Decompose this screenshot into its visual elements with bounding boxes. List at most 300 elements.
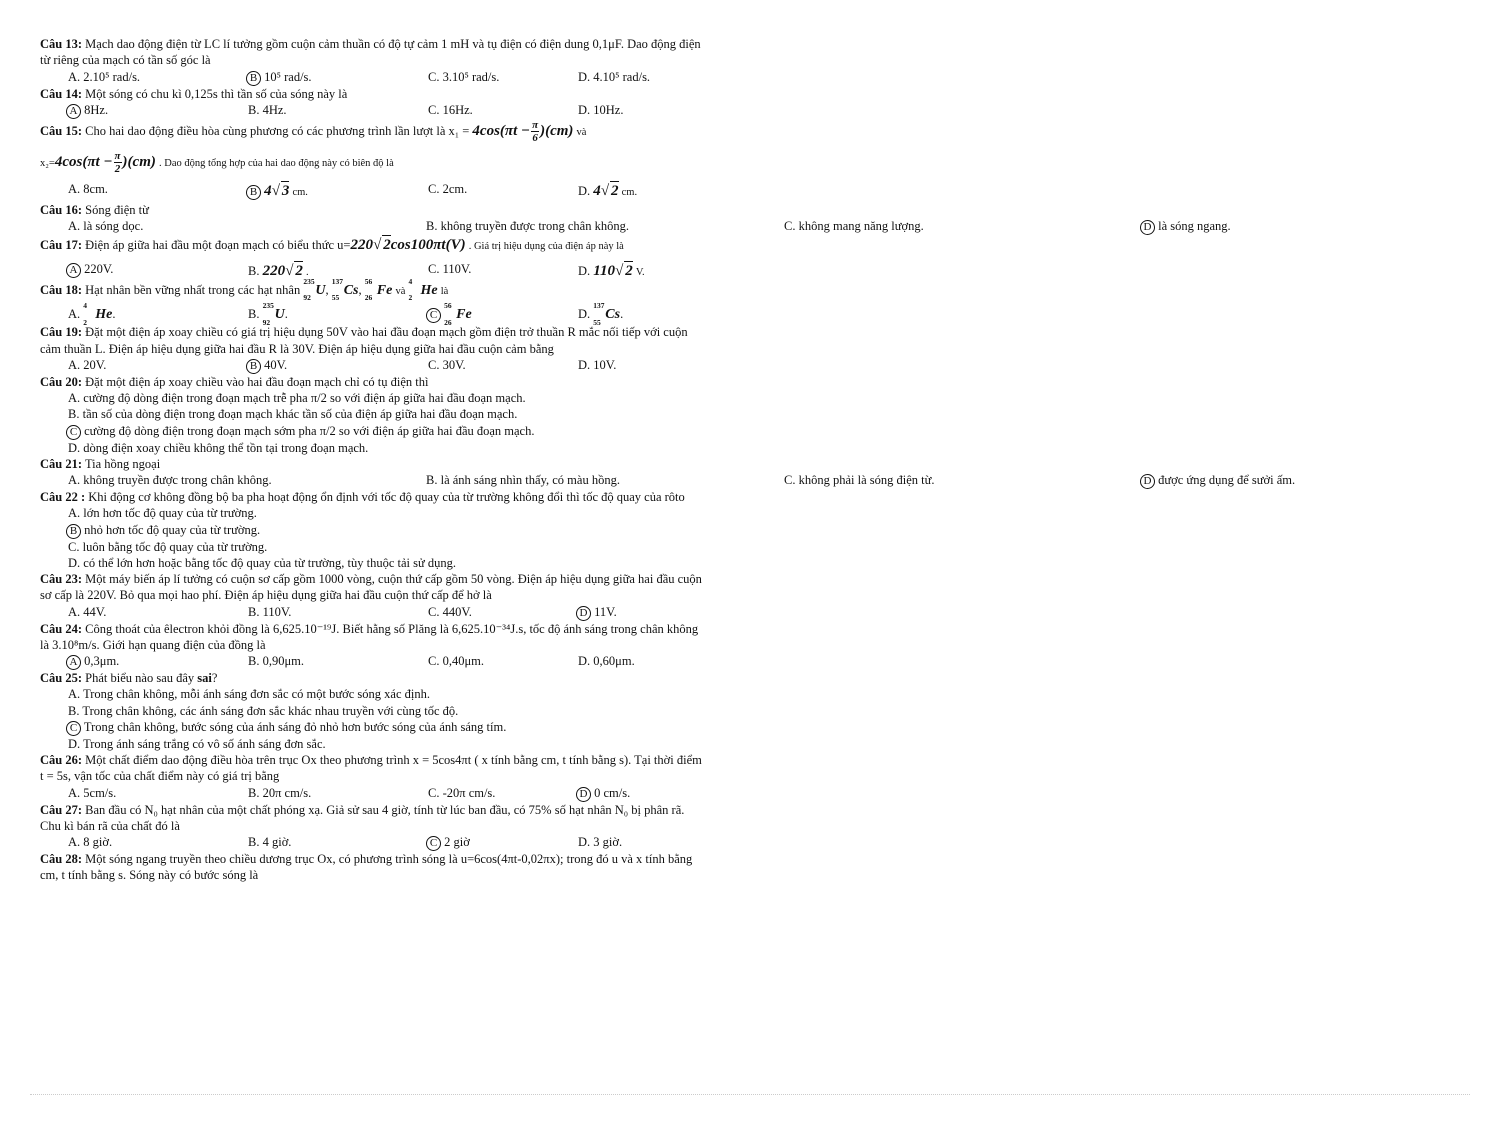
question-number: Câu 19: [40,325,83,340]
radicand: 2 [624,261,633,282]
atomic-number: 2 [83,317,88,327]
atomic-number: 26 [364,293,373,303]
answer-option[interactable] [248,69,428,86]
option-letter: C. [784,473,796,488]
question-number: Câu 24: [40,621,83,636]
question-q14 [40,86,708,119]
radical-coefficient: 4 [593,183,601,200]
question-text: Khi động cơ không đồng bộ ba pha hoạt động ổn định với tốc độ quay của từ trường không đổi thì tốc độ quay của rôto [88,490,685,505]
question-q18 [40,276,708,327]
option-letter: D. [578,264,591,279]
question-number: Câu 13: [40,37,83,51]
element-symbol: Fe [456,307,472,323]
answer-option[interactable] [578,181,758,202]
answer-options [40,505,708,571]
answer-option[interactable] [578,785,758,802]
answer-option[interactable] [578,653,758,670]
option-text: nhỏ hơn tốc độ quay của từ trường. [84,522,261,537]
answer-options [40,390,708,456]
fraction [531,119,539,144]
answer-option[interactable] [248,357,428,374]
option-text: 4 giờ. [262,835,292,850]
answer-option[interactable] [68,440,708,456]
emphasis-word: sai [197,671,212,686]
question-stem-line2 [40,150,708,175]
question-text: Hạt nhân bền vững nhất trong các hạt nhân [85,282,301,297]
question-number: Câu 17: [40,237,83,252]
answer-options [40,686,708,752]
selected-answer-letter: D [1140,220,1155,235]
radical-coefficient: 110 [593,263,615,280]
answer-option[interactable] [248,785,428,802]
option-letter: B. [248,604,260,619]
answer-option[interactable] [428,261,578,282]
option-text: 30V. [442,357,466,372]
option-text: 0,90μm. [262,654,305,669]
element-symbol: Cs [605,307,621,323]
answer-option[interactable] [248,181,428,202]
question-text: Mạch dao động điện từ LC lí tưởng gồm cuộn cảm thuần có độ tự cảm 1 mH và tụ điện có điện dung 0,1μF. Dao động điện từ riêng của mạch có tần số góc là [40,37,701,68]
question-number: Câu 20: [40,374,83,389]
question-text: Phát biểu nào sau đây [85,671,195,686]
option-text: 2.10⁵ rad/s. [83,69,141,84]
mass-number: 137 [593,301,605,311]
answer-options [40,357,708,374]
question-stem [40,752,708,785]
option-text: không truyền được trong chân không. [440,218,629,233]
option-letter: B. [426,218,438,233]
nuclide-symbol [444,301,472,327]
answer-option[interactable] [68,522,708,539]
option-text: tần số của dòng điện trong đoạn mạch khác tần số của điện áp giữa hai đầu đoạn mạch. [82,407,518,422]
option-text: 0,40μm. [442,654,485,669]
question-tail: là [440,285,449,297]
selected-answer-letter: D [576,787,591,802]
answer-option[interactable] [1142,218,1500,235]
question-stem [40,851,708,884]
question-stem [40,36,708,69]
answer-option[interactable] [68,261,248,282]
option-letter: D. [578,102,591,117]
answer-options [40,472,1296,489]
question-number: Câu 22 : [40,490,86,505]
selected-answer-letter: D [1140,474,1155,489]
question-q22 [40,489,708,571]
question-number: Câu 14: [40,86,83,101]
option-text: 10Hz. [593,102,624,117]
question-q17 [40,235,708,282]
option-text: 220V. [84,262,114,277]
question-number: Câu 23: [40,572,83,587]
selected-answer-letter: C [426,836,441,851]
question-stem [40,235,708,256]
option-letter: A. [68,473,81,488]
option-text: -20π cm/s. [442,785,496,800]
option-letter: B. [248,654,260,669]
answer-options [40,102,708,119]
question-q28 [40,851,708,884]
radical-coefficient: 4 [264,183,272,200]
answer-option[interactable] [248,653,428,670]
option-text: không truyền được trong chân không. [83,473,272,488]
answer-option[interactable] [578,69,758,86]
option-text: . [284,307,288,322]
answer-option[interactable] [428,102,578,119]
answer-option[interactable] [428,357,578,374]
answer-option[interactable] [1142,472,1500,489]
option-letter: B. [248,102,260,117]
answer-option[interactable] [248,604,428,621]
answer-option[interactable] [68,736,708,752]
atomic-number: 55 [593,317,601,327]
option-letter: C. [428,654,440,669]
question-text: Một chất điểm dao động điều hòa trên trục Ox theo phương trình x = 5cos4πt ( x tính bằng cm, t tính bằng s). Tại thời điểm t = 5s, vận tốc của chất điểm này có giá trị bằng [40,753,702,784]
question-tail: . Giá trị hiệu dụng của điện áp này là [468,240,624,252]
answer-option[interactable] [428,834,578,851]
atomic-number: 92 [262,317,271,327]
option-text: 110V. [262,604,292,619]
option-letter: D. [68,555,81,570]
option-text: 440V. [442,604,472,619]
nuclide-symbol [83,301,113,327]
answer-option[interactable] [68,604,248,621]
conjunction: và [576,126,587,138]
question-q16 [40,202,1231,235]
atomic-number: 92 [303,293,311,303]
question-number: Câu 28: [40,852,83,867]
option-letter: C. [428,604,440,619]
nuclide-symbol [364,276,393,303]
answer-option[interactable] [578,604,758,621]
question-q23 [40,571,708,621]
option-text: 20π cm/s. [262,785,312,800]
question-stem [40,202,708,218]
option-text: . [112,307,116,322]
option-text: cm. [292,187,308,199]
answer-option[interactable] [248,301,428,327]
option-text: dòng điện xoay chiều không thể tồn tại trong đoạn mạch. [83,440,369,455]
option-text: . [305,267,309,279]
selected-answer-letter: C [66,721,81,736]
answer-option[interactable] [68,423,708,440]
question-stem [40,324,708,357]
question-text: Cho hai dao động điều hòa cùng phương có các phương trình lần lượt là x₁ = [85,123,470,138]
option-text: 40V. [264,357,288,372]
mass-number: 235 [262,301,274,311]
question-q15 [40,119,708,202]
option-text: . [620,307,624,322]
option-letter: A. [68,785,81,800]
element-symbol: Fe [376,282,393,298]
equation-x1: 4cos(πt − $\frac{\pi}{6}$ )(cm) [472,118,574,144]
option-text: 11V. [594,604,617,619]
answer-option[interactable] [578,301,758,327]
answer-options [40,834,708,851]
question-stem [40,119,708,175]
answer-option[interactable] [428,69,578,86]
question-number: Câu 27: [40,802,83,817]
x2-label: x₂= [40,157,55,169]
answer-option[interactable] [428,653,578,670]
option-text: Trong ánh sáng trắng có vô số ánh sáng đơn sắc. [83,736,326,751]
question-text: Sóng điện từ [85,202,149,217]
answer-option[interactable] [68,390,708,406]
element-symbol: U [274,307,285,323]
question-number: Câu 25: [40,671,83,686]
answer-option[interactable] [428,181,578,202]
equation-x2: 4cos(πt − $\frac{\pi}{2}$ )(cm) [54,149,156,176]
answer-option[interactable] [68,539,708,555]
option-text: 8cm. [83,182,108,197]
option-text: cường độ dòng điện trong đoạn mạch sớm pha π/2 so với điện áp giữa hai đầu đoạn mạch. [84,423,535,438]
fraction [114,150,122,175]
answer-options [40,604,708,621]
option-text: 10⁵ rad/s. [264,69,312,84]
option-letter: A. [68,687,81,702]
option-letter: D. [578,835,591,850]
question-number: Câu 18: [40,282,83,297]
option-text: 10V. [593,357,617,372]
radical-expression: 110√ 2 [593,263,632,279]
radical-coefficient: 220 [350,236,373,253]
nuclide-symbol [262,301,285,327]
selected-answer-letter: B [66,524,81,539]
option-text: 4Hz. [262,102,287,117]
answer-option[interactable] [578,834,758,851]
answer-option[interactable] [68,301,248,327]
option-text: là ánh sáng nhìn thấy, có màu hồng. [440,473,620,488]
option-letter: A. [68,604,81,619]
mass-number: 4 [408,276,413,286]
answer-option[interactable] [68,69,248,86]
question-stem [40,621,708,654]
element-symbol: He [420,282,438,298]
question-text: Một sóng ngang truyền theo chiều dương trục Ox, có phương trình sóng là u=6cos(4πt-0,02πx); trong đó u và x tính bằng cm, t tính bằng s. Sóng này có bước sóng là [40,852,693,883]
mass-number: 4 [83,301,88,311]
option-letter: A. [68,506,81,521]
answer-option[interactable] [428,785,578,802]
selected-answer-letter: D [576,606,591,621]
answer-option[interactable] [428,604,578,621]
answer-option[interactable] [68,719,708,736]
question-q26 [40,752,708,802]
question-stem [40,489,708,505]
radicand: 2 [382,235,391,256]
option-text: là sóng ngang. [1158,218,1231,233]
option-letter: D. [68,736,81,751]
option-letter: B. [68,703,80,718]
answer-option[interactable] [68,703,708,719]
fraction-denominator: 2 [114,163,121,176]
answer-options [40,218,1231,235]
option-text: được ứng dụng để sưởi ấm. [1158,473,1296,488]
question-q19 [40,324,708,374]
answer-options [40,261,708,282]
answer-option[interactable] [68,102,248,119]
fraction-denominator: 6 [532,131,538,144]
option-text: là sóng dọc. [83,218,144,233]
answer-option[interactable] [248,834,428,851]
mass-number: 56 [444,301,452,311]
option-letter: B. [426,473,438,488]
option-text: 0,3μm. [84,654,120,669]
option-letter: B. [248,307,260,322]
mass-number: 56 [364,276,373,286]
option-letter: B. [68,407,80,422]
selected-answer-letter: A [66,655,81,670]
question-text: Một máy biến áp lí tưởng có cuộn sơ cấp gồm 1000 vòng, cuộn thứ cấp gồm 50 vòng. Điện áp hiệu dụng giữa hai đầu cuộn sơ cấp là 220V. Bỏ qua mọi hao phí. Điện áp hiệu dụng giữa hai đầu cuộn thứ cấp để hở là [40,572,702,603]
option-text: có thể lớn hơn hoặc bằng tốc độ quay của từ trường, tùy thuộc tải sử dụng. [83,555,456,570]
option-letter: C. [428,102,440,117]
element-symbol: U [315,282,326,298]
option-letter: D. [578,69,591,84]
option-letter: A. [68,69,81,84]
question-stem [40,86,708,102]
radical-coefficient: 220 [262,263,286,280]
question-text: Đặt một điện áp xoay chiều vào hai đầu đoạn mạch chỉ có tụ điện thì [85,374,429,389]
answer-option[interactable] [68,406,708,422]
option-letter: A. [68,307,81,322]
expr-post: cos100πt(V) [390,236,466,253]
option-text: 110V. [442,262,472,277]
question-tail: . Dao động tổng hợp của hai dao động này có biên độ là [158,157,394,169]
option-text: 20V. [83,357,107,372]
question-stem: Câu 25: Phát biểu nào sau đây sai? [40,671,218,686]
question-number: Câu 15: [40,123,83,138]
option-text: 3 giờ. [593,835,623,850]
answer-option[interactable] [68,686,708,702]
radical-expression: 4√ 3 [264,183,289,199]
page-footer-divider [30,1094,1470,1095]
option-letter: B. [248,835,260,850]
question-stem [40,571,708,604]
atomic-number: 26 [444,317,452,327]
radical-expression: 220√ 2cos100πt(V) [350,237,465,253]
nuclide-symbol [331,276,359,303]
answer-option[interactable] [68,834,248,851]
option-text: 8Hz. [84,102,109,117]
question-text: Ban đầu có N₀ hạt nhân của một chất phóng xạ. Giả sử sau 4 giờ, tính từ lúc ban đầu, có 75% số hạt nhân N₀ bị phân rã. Chu kì bán rã của chất đó là [40,802,685,833]
option-text: cm. [621,187,638,199]
option-letter: C. [428,262,440,277]
question-q25 [40,670,708,752]
option-text: không phải là sóng điện từ. [798,473,935,488]
option-text: 8 giờ. [83,835,113,850]
answer-options [40,785,708,802]
option-letter: C. [428,785,440,800]
answer-option[interactable] [784,218,1142,235]
option-text: lớn hơn tốc độ quay của từ trường. [83,506,257,521]
fraction-numerator: π [114,149,121,162]
answer-option[interactable] [578,357,758,374]
option-text: không mang năng lượng. [798,218,924,233]
option-letter: C. [784,218,796,233]
option-letter: C. [68,539,80,554]
answer-option[interactable] [784,472,1142,489]
answer-option[interactable] [426,472,784,489]
mass-number: 235 [303,276,315,286]
option-text: Trong chân không, các ánh sáng đơn sắc khác nhau truyền với cùng tốc độ. [82,703,459,718]
nuclide-symbol [593,301,621,327]
selected-answer-letter: B [246,359,261,374]
option-letter: D. [578,654,591,669]
question-stem: Câu 18: Hạt nhân bền vững nhất trong các hạt nhân 235 92 U, 137 55 Cs, 56 26 Fe và 4 2 He là [40,276,449,303]
answer-options [40,69,708,86]
question-q21 [40,456,1296,489]
radical-expression: 4√ 2 [593,183,618,199]
option-text: 3.10⁵ rad/s. [442,69,500,84]
radicand: 2 [610,181,619,202]
option-text: 16Hz. [442,102,473,117]
answer-option[interactable] [68,785,248,802]
radicand: 3 [281,181,290,202]
option-text: 5cm/s. [83,785,117,800]
element-symbol: He [95,307,113,323]
option-text: 2 giờ [444,835,470,850]
option-letter: B. [248,264,260,279]
option-text: 4.10⁵ rad/s. [593,69,651,84]
answer-option[interactable] [426,218,784,235]
nuclide-symbol [408,276,438,303]
option-letter: C. [428,357,440,372]
question-q24 [40,621,708,671]
answer-option[interactable] [68,653,248,670]
selected-answer-letter: B [246,185,261,200]
answer-option[interactable] [68,181,248,202]
atomic-number: 2 [408,293,413,303]
option-letter: A. [68,182,81,197]
option-letter: D. [68,440,81,455]
option-letter: B. [248,785,260,800]
selected-answer-letter: A [66,263,81,278]
option-letter: D. [578,307,591,322]
mass-number: 137 [331,276,343,286]
option-text: Trong chân không, mỗi ánh sáng đơn sắc có một bước sóng xác định. [83,687,430,702]
answer-option[interactable] [68,555,708,571]
answer-option[interactable] [578,102,758,119]
option-letter: C. [428,182,440,197]
answer-options [40,301,708,327]
element-symbol: Cs [343,282,359,298]
answer-option[interactable] [68,472,426,489]
nuclide-symbol [303,276,326,303]
option-letter: A. [68,835,81,850]
question-q20 [40,374,708,456]
selected-answer-letter: C [66,425,81,440]
selected-answer-letter: C [426,308,441,323]
question-text: Một sóng có chu kì 0,125s thì tần số của sóng này là [85,86,348,101]
answer-options [40,181,708,202]
answer-option[interactable] [68,505,708,521]
option-letter: D. [578,357,591,372]
selected-answer-letter: A [66,104,81,119]
answer-options [40,653,708,670]
answer-option[interactable] [248,102,428,119]
option-text: 2cm. [442,182,468,197]
answer-option[interactable] [428,301,578,327]
answer-option[interactable] [68,357,248,374]
answer-option[interactable] [578,261,758,282]
selected-answer-letter: B [246,71,261,86]
conjunction: và [395,285,406,297]
answer-option[interactable] [68,218,426,235]
question-text: Tia hồng ngoại [84,456,161,471]
option-letter: A. [68,357,81,372]
question-text: Công thoát của êlectron khỏi đồng là 6,625.10⁻¹⁹J. Biết hằng số Plăng là 6,625.10⁻³⁴J.s, tốc độ ánh sáng trong chân không là 3.10⁸m/s. Giới hạn quang điện của đồng là [40,621,699,652]
question-text: Đặt một điện áp xoay chiều có giá trị hiệu dụng 50V vào hai đầu đoạn mạch gồm điện trở thuần R mắc nối tiếp với cuộn cảm thuần L. Điện áp hiệu dụng giữa hai đầu R là 30V. Điện áp hiệu dụng giữa hai đầu cuộn cảm bằng [40,325,688,356]
radicand: 2 [294,261,303,282]
option-text: Trong chân không, bước sóng của ánh sáng đỏ nhỏ hơn bước sóng của ánh sáng tím. [83,719,507,734]
